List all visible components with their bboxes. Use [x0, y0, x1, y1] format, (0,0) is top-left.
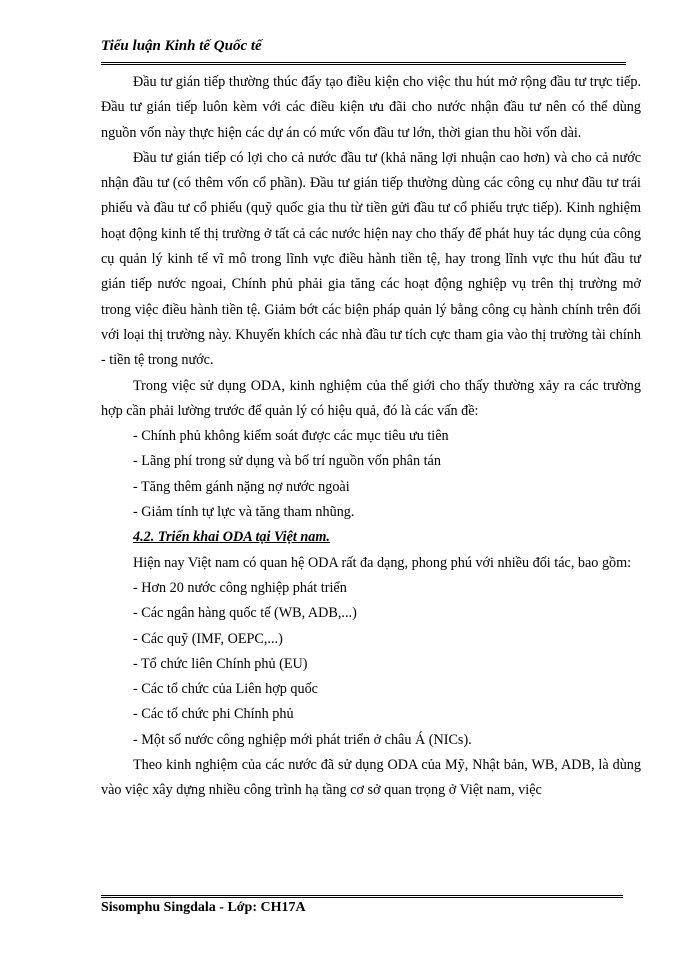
oda-issues-list	[101, 424, 641, 525]
list-item: - Hơn 20 nước công nghiệp phát triển	[133, 579, 347, 596]
list-item: - Tăng thêm gánh nặng nợ nước ngoài	[133, 478, 350, 495]
list-item: - Các quỹ (IMF, OEPC,...)	[133, 630, 283, 647]
paragraph-indirect-investment-benefits: Đầu tư gián tiếp có lợi cho cả nước đầu tư (khả năng lợi nhuận cao hơn) và cho cả nước nhận đầu tư (có thêm vốn cổ phần). Đầu tư gián tiếp thường dùng các công cụ như đầu tư trái phiếu và đầu tư cổ phiếu (quỹ quốc gia thu từ tiền gửi đầu tư cổ phiếu trực tiếp). Kinh nghiệm hoạt động kinh tế thị trường ở tất cả các nước hiện nay cho thấy để phát huy tác dụng của công cụ quản lý kinh tế vĩ mô trong lĩnh vực điều hành tiền tệ, hay trong lĩnh vực thu hút đầu tư gián tiếp nước ngoai, Chính phủ phải gia tăng các hoạt động nghiệp vụ trên thị trường mở trong việc điều hành tiền tệ. Giảm bớt các biện pháp quản lý bằng công cụ hành chính trên đối với loại thị trường này. Khuyến khích các nhà đầu tư tích cực tham gia vào thị trường tài chính - tiền tệ trong nước.	[101, 149, 641, 369]
section-heading: 4.2. Triển khai ODA tại Việt nam.	[133, 529, 330, 546]
footer-author: Sisomphu Singdala - Lớp: CH17A	[101, 900, 306, 915]
list-item: - Lãng phí trong sử dụng và bố trí nguồn vốn phân tán	[133, 453, 441, 470]
document-title: Tiểu luận Kinh tế Quốc tế	[101, 38, 262, 54]
paragraph-oda-experience: Trong việc sử dụng ODA, kinh nghiệm của thế giới cho thấy thường xảy ra các trường hợp cần phải lường trước để quản lý có hiệu quả, đó là các vấn đề:	[101, 377, 641, 419]
document-body	[101, 70, 641, 804]
paragraph-oda-partners-intro: Hiện nay Việt nam có quan hệ ODA rất đa dạng, phong phú với nhiều đối tác, bao gồm:	[133, 554, 632, 571]
paragraph-indirect-investment: Đầu tư gián tiếp thường thúc đẩy tạo điều kiện cho việc thu hút mở rộng đầu tư trực tiếp. Đầu tư gián tiếp luôn kèm với các điều kiện ưu đãi cho nước nhận đầu tư nên có thể dùng nguồn vốn này thực hiện các dự án có mức vốn đầu tư lớn, thời gian thu hồi vốn dài.	[101, 74, 641, 141]
list-item: - Các tổ chức của Liên hợp quốc	[133, 681, 318, 698]
list-item: - Tổ chức liên Chính phủ (EU)	[133, 655, 308, 672]
paragraph-oda-usage: Theo kinh nghiệm của các nước đã sử dụng ODA của Mỹ, Nhật bản, WB, ADB, là dùng vào việc xây dựng nhiều công trình hạ tầng cơ sở quan trọng ở Việt nam, việc	[101, 757, 641, 799]
footer-divider	[101, 895, 623, 898]
list-item: - Các tổ chức phi Chính phủ	[133, 706, 294, 723]
oda-partners-list	[101, 576, 641, 753]
list-item: - Chính phủ không kiểm soát được các mục tiêu ưu tiên	[133, 428, 449, 445]
list-item: - Các ngân hàng quốc tế (WB, ADB,...)	[133, 605, 357, 622]
list-item: - Một số nước công nghiệp mới phát triển ở châu Á (NICs).	[133, 731, 472, 748]
header-divider	[101, 62, 626, 65]
list-item: - Giảm tính tự lực và tăng tham nhũng.	[133, 504, 355, 521]
